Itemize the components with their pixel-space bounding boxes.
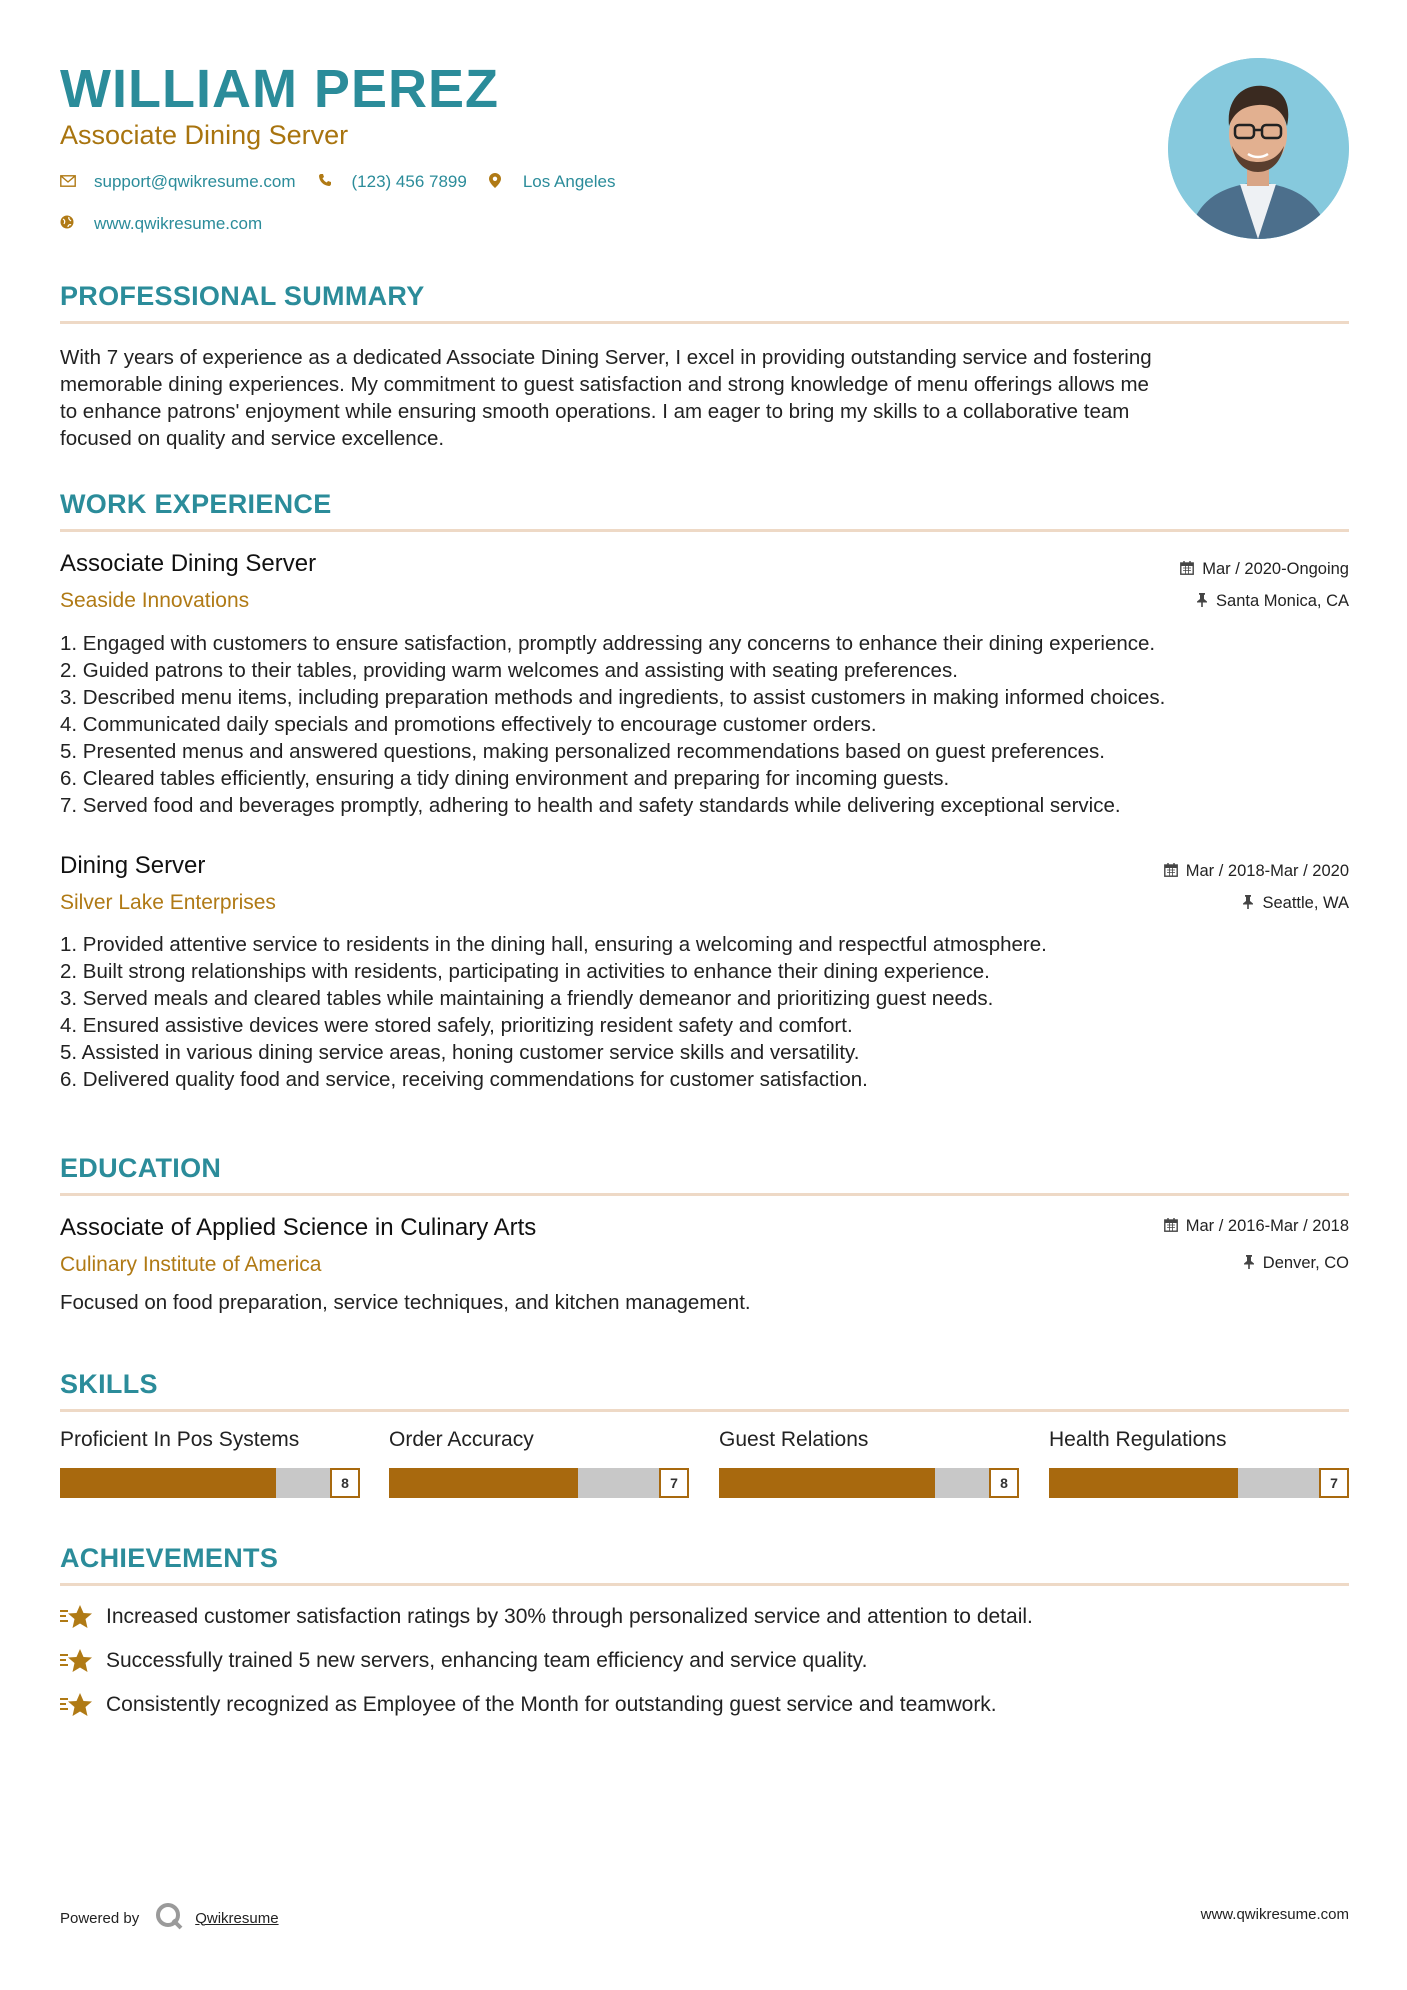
footer-website[interactable]: www.qwikresume.com bbox=[1200, 1906, 1349, 1923]
candidate-name: WILLIAM PEREZ bbox=[60, 59, 499, 119]
calendar-icon bbox=[1180, 561, 1194, 578]
job-location-text: Seattle, WA bbox=[1262, 894, 1349, 912]
skill-item bbox=[60, 1428, 360, 1498]
skill-label: Proficient In Pos Systems bbox=[60, 1428, 300, 1451]
skill-item bbox=[389, 1428, 689, 1498]
achievement-item bbox=[60, 1647, 867, 1675]
company-name: Seaside Innovations bbox=[60, 589, 250, 612]
list-item: 1. Provided attentive service to residents in the dining hall, ensuring a welcoming and respectful atmosphere. bbox=[60, 933, 1047, 956]
map-pin-icon bbox=[489, 173, 509, 192]
summary-line: to enhance patrons' enjoyment while ensuring smooth operations. I am eager to bring my skills to a collaborative team bbox=[60, 400, 1130, 423]
job-dates-text: Mar / 2020-Ongoing bbox=[1202, 560, 1349, 578]
skill-bar bbox=[60, 1468, 360, 1498]
section-divider bbox=[60, 1583, 1349, 1586]
education-description: Focused on food preparation, service techniques, and kitchen management. bbox=[60, 1291, 751, 1314]
pushpin-icon bbox=[1196, 593, 1208, 610]
pushpin-icon bbox=[1243, 1255, 1255, 1272]
calendar-icon bbox=[1164, 863, 1178, 880]
achievement-item bbox=[60, 1603, 1033, 1631]
section-divider bbox=[60, 1193, 1349, 1196]
qwikresume-logo-icon bbox=[155, 1902, 183, 1934]
profile-photo bbox=[1168, 58, 1349, 239]
degree-title: Associate of Applied Science in Culinary Arts bbox=[60, 1214, 537, 1241]
powered-by-label: Powered by bbox=[60, 1909, 140, 1927]
skill-bar-fill bbox=[60, 1468, 276, 1498]
list-item: 5. Presented menus and answered questions, making personalized recommendations based on guest preferences. bbox=[60, 740, 1105, 763]
list-item: 1. Engaged with customers to ensure satisfaction, promptly addressing any concerns to enhance their dining experience. bbox=[60, 632, 1156, 655]
summary-heading: PROFESSIONAL SUMMARY bbox=[60, 281, 425, 311]
email-link[interactable]: support@qwikresume.com bbox=[94, 172, 296, 191]
achievement-item bbox=[60, 1691, 997, 1719]
job-title: Dining Server bbox=[60, 852, 206, 879]
skill-level-badge: 7 bbox=[659, 1468, 689, 1498]
skill-item bbox=[719, 1428, 1019, 1498]
location-text: Los Angeles bbox=[522, 172, 616, 191]
education-dates-text: Mar / 2016-Mar / 2018 bbox=[1185, 1217, 1349, 1235]
company-name: Silver Lake Enterprises bbox=[60, 891, 276, 914]
phone-number[interactable]: (123) 456 7899 bbox=[351, 172, 467, 191]
section-divider bbox=[60, 321, 1349, 324]
list-item: 2. Guided patrons to their tables, providing warm welcomes and assisting with seating preferences. bbox=[60, 659, 958, 682]
phone-icon bbox=[318, 173, 338, 191]
skill-bar-fill bbox=[719, 1468, 935, 1498]
star-icon bbox=[60, 1603, 94, 1631]
list-item: 4. Communicated daily specials and promotions effectively to encourage customer orders. bbox=[60, 713, 877, 736]
school-name: Culinary Institute of America bbox=[60, 1253, 322, 1276]
education-dates bbox=[1164, 1217, 1349, 1236]
education-heading: EDUCATION bbox=[60, 1153, 222, 1183]
achievement-text: Successfully trained 5 new servers, enhancing team efficiency and service quality. bbox=[106, 1649, 868, 1672]
list-item: 5. Assisted in various dining service areas, honing customer service skills and versatility. bbox=[60, 1041, 860, 1064]
skill-label: Health Regulations bbox=[1049, 1428, 1227, 1451]
education-location bbox=[1243, 1254, 1349, 1273]
list-item: 3. Described menu items, including preparation methods and ingredients, to assist customers in making informed choices. bbox=[60, 686, 1166, 709]
education-location-text: Denver, CO bbox=[1262, 1254, 1349, 1272]
skill-level-badge: 7 bbox=[1319, 1468, 1349, 1498]
achievements-heading: ACHIEVEMENTS bbox=[60, 1543, 279, 1573]
job-location bbox=[1242, 894, 1349, 913]
candidate-title: Associate Dining Server bbox=[60, 120, 349, 150]
summary-line: With 7 years of experience as a dedicated Associate Dining Server, I excel in providing outstanding service and fostering bbox=[60, 346, 1152, 369]
brand-link[interactable]: Qwikresume bbox=[195, 1909, 279, 1927]
footer-powered bbox=[60, 1902, 279, 1934]
job-location bbox=[1196, 592, 1349, 611]
job-title: Associate Dining Server bbox=[60, 550, 317, 577]
globe-icon bbox=[60, 215, 80, 233]
skill-bar bbox=[719, 1468, 1019, 1498]
skill-item bbox=[1049, 1428, 1349, 1498]
skill-bar-fill bbox=[1049, 1468, 1238, 1498]
skill-level-badge: 8 bbox=[989, 1468, 1019, 1498]
achievement-text: Increased customer satisfaction ratings by 30% through personalized service and attention to detail. bbox=[106, 1605, 1033, 1628]
skills-heading: SKILLS bbox=[60, 1369, 158, 1399]
skill-bar bbox=[389, 1468, 689, 1498]
list-item: 7. Served food and beverages promptly, adhering to health and safety standards while delivering exceptional service. bbox=[60, 794, 1121, 817]
list-item: 6. Cleared tables efficiently, ensuring a tidy dining environment and preparing for incoming guests. bbox=[60, 767, 950, 790]
skill-bar-fill bbox=[389, 1468, 578, 1498]
skill-label: Order Accuracy bbox=[389, 1428, 534, 1451]
achievement-text: Consistently recognized as Employee of the Month for outstanding guest service and teamwork. bbox=[106, 1693, 997, 1716]
job-dates bbox=[1180, 560, 1349, 579]
summary-text bbox=[60, 344, 1349, 452]
summary-line: focused on quality and service excellence. bbox=[60, 427, 445, 450]
pushpin-icon bbox=[1242, 895, 1254, 912]
star-icon bbox=[60, 1647, 94, 1675]
list-item: 2. Built strong relationships with residents, participating in activities to enhance their dining experience. bbox=[60, 960, 990, 983]
envelope-icon bbox=[60, 174, 80, 191]
section-divider bbox=[60, 529, 1349, 532]
job-location-text: Santa Monica, CA bbox=[1216, 592, 1349, 610]
skill-bar bbox=[1049, 1468, 1349, 1498]
job-dates bbox=[1164, 862, 1349, 881]
website-link[interactable]: www.qwikresume.com bbox=[94, 214, 263, 233]
list-item: 3. Served meals and cleared tables while maintaining a friendly demeanor and prioritizing guest needs. bbox=[60, 987, 994, 1010]
job-bullets bbox=[60, 630, 1349, 819]
section-divider bbox=[60, 1409, 1349, 1412]
job-dates-text: Mar / 2018-Mar / 2020 bbox=[1185, 862, 1349, 880]
experience-heading: WORK EXPERIENCE bbox=[60, 489, 332, 519]
skill-label: Guest Relations bbox=[719, 1428, 869, 1451]
list-item: 4. Ensured assistive devices were stored safely, prioritizing resident safety and comfort. bbox=[60, 1014, 853, 1037]
contact-row-1 bbox=[60, 172, 637, 192]
star-icon bbox=[60, 1691, 94, 1719]
calendar-icon bbox=[1164, 1218, 1178, 1235]
job-bullets bbox=[60, 931, 1349, 1093]
list-item: 6. Delivered quality food and service, receiving commendations for customer satisfaction. bbox=[60, 1068, 868, 1091]
skill-level-badge: 8 bbox=[330, 1468, 360, 1498]
summary-line: memorable dining experiences. My commitment to guest satisfaction and strong knowledge of menu offerings allows me bbox=[60, 373, 1149, 396]
contact-row-2 bbox=[60, 214, 284, 234]
